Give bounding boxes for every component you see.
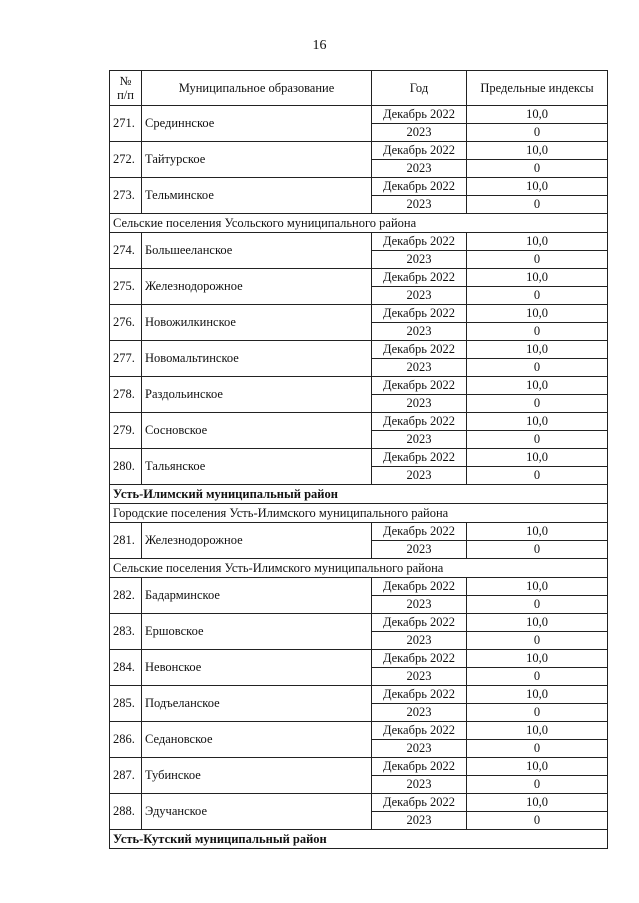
- period-2023: 2023: [372, 776, 467, 794]
- municipality-name: Бадарминское: [142, 578, 372, 614]
- row-number: 274.: [110, 233, 142, 269]
- period-december-2022: Декабрь 2022: [372, 305, 467, 323]
- row-number: 279.: [110, 413, 142, 449]
- period-2023: 2023: [372, 124, 467, 142]
- section-heading: Городские поселения Усть-Илимского муниципального района: [110, 504, 608, 523]
- row-number: 280.: [110, 449, 142, 485]
- municipality-name: Большееланское: [142, 233, 372, 269]
- table-row: [110, 578, 608, 596]
- index-value-december-2022: 10,0: [467, 341, 608, 359]
- index-value-december-2022: 10,0: [467, 758, 608, 776]
- municipality-name: Сосновское: [142, 413, 372, 449]
- period-2023: 2023: [372, 287, 467, 305]
- row-number: 272.: [110, 142, 142, 178]
- index-value-2023: 0: [467, 251, 608, 269]
- index-value-2023: 0: [467, 323, 608, 341]
- municipality-name: Новожилкинское: [142, 305, 372, 341]
- index-value-december-2022: 10,0: [467, 106, 608, 124]
- page-number: 16: [312, 38, 327, 53]
- table-row: [110, 413, 608, 431]
- municipality-name: Железнодорожное: [142, 523, 372, 559]
- municipality-name: Срединнское: [142, 106, 372, 142]
- period-2023: 2023: [372, 467, 467, 485]
- index-value-december-2022: 10,0: [467, 377, 608, 395]
- index-value-december-2022: 10,0: [467, 650, 608, 668]
- period-december-2022: Декабрь 2022: [372, 578, 467, 596]
- section-heading-row: [110, 214, 608, 233]
- index-value-december-2022: 10,0: [467, 686, 608, 704]
- row-number: 281.: [110, 523, 142, 559]
- section-heading: Усть-Кутский муниципальный район: [110, 830, 608, 849]
- row-number: 284.: [110, 650, 142, 686]
- municipality-name: Новомальтинское: [142, 341, 372, 377]
- index-value-2023: 0: [467, 596, 608, 614]
- period-december-2022: Декабрь 2022: [372, 142, 467, 160]
- section-heading-row: [110, 830, 608, 849]
- table-row: [110, 341, 608, 359]
- period-december-2022: Декабрь 2022: [372, 614, 467, 632]
- section-heading: Усть-Илимский муниципальный район: [110, 485, 608, 504]
- period-december-2022: Декабрь 2022: [372, 794, 467, 812]
- municipality-name: Ершовское: [142, 614, 372, 650]
- table-row: [110, 758, 608, 776]
- index-value-2023: 0: [467, 632, 608, 650]
- municipality-name: Раздольинское: [142, 377, 372, 413]
- index-value-december-2022: 10,0: [467, 614, 608, 632]
- index-value-december-2022: 10,0: [467, 449, 608, 467]
- row-number: 282.: [110, 578, 142, 614]
- index-value-2023: 0: [467, 124, 608, 142]
- municipality-name: Тальянское: [142, 449, 372, 485]
- municipality-name: Седановское: [142, 722, 372, 758]
- table-row: [110, 269, 608, 287]
- index-value-2023: 0: [467, 196, 608, 214]
- index-value-december-2022: 10,0: [467, 233, 608, 251]
- municipality-name: Невонское: [142, 650, 372, 686]
- table-row: [110, 377, 608, 395]
- period-2023: 2023: [372, 431, 467, 449]
- header-name: Муниципальное образование: [142, 71, 372, 106]
- index-value-december-2022: 10,0: [467, 142, 608, 160]
- index-value-december-2022: 10,0: [467, 413, 608, 431]
- table-header-row: [110, 71, 608, 106]
- period-2023: 2023: [372, 160, 467, 178]
- municipality-name: Эдучанское: [142, 794, 372, 830]
- index-value-2023: 0: [467, 541, 608, 559]
- row-number: 286.: [110, 722, 142, 758]
- table-row: [110, 523, 608, 541]
- row-number: 288.: [110, 794, 142, 830]
- period-2023: 2023: [372, 632, 467, 650]
- period-december-2022: Декабрь 2022: [372, 523, 467, 541]
- index-value-2023: 0: [467, 704, 608, 722]
- municipality-name: Тайтурское: [142, 142, 372, 178]
- row-number: 287.: [110, 758, 142, 794]
- table-row: [110, 233, 608, 251]
- row-number: 278.: [110, 377, 142, 413]
- period-december-2022: Декабрь 2022: [372, 449, 467, 467]
- period-2023: 2023: [372, 668, 467, 686]
- index-value-december-2022: 10,0: [467, 578, 608, 596]
- period-2023: 2023: [372, 359, 467, 377]
- period-2023: 2023: [372, 596, 467, 614]
- row-number: 273.: [110, 178, 142, 214]
- table-row: [110, 106, 608, 124]
- period-december-2022: Декабрь 2022: [372, 722, 467, 740]
- row-number: 276.: [110, 305, 142, 341]
- table-row: [110, 794, 608, 812]
- table-body: [110, 71, 608, 849]
- index-value-december-2022: 10,0: [467, 523, 608, 541]
- index-value-2023: 0: [467, 395, 608, 413]
- index-value-2023: 0: [467, 467, 608, 485]
- period-december-2022: Декабрь 2022: [372, 413, 467, 431]
- index-value-december-2022: 10,0: [467, 178, 608, 196]
- header-year: Год: [372, 71, 467, 106]
- section-heading-row: [110, 485, 608, 504]
- section-heading-row: [110, 504, 608, 523]
- section-heading: Сельские поселения Усть-Илимского муниципального района: [110, 559, 608, 578]
- section-heading-row: [110, 559, 608, 578]
- limit-indices-table: [109, 70, 608, 849]
- table-row: [110, 142, 608, 160]
- table-row: [110, 614, 608, 632]
- period-2023: 2023: [372, 323, 467, 341]
- municipality-name: Тельминское: [142, 178, 372, 214]
- row-number: 283.: [110, 614, 142, 650]
- table-row: [110, 650, 608, 668]
- row-number: 271.: [110, 106, 142, 142]
- index-value-2023: 0: [467, 287, 608, 305]
- index-value-december-2022: 10,0: [467, 722, 608, 740]
- table-row: [110, 686, 608, 704]
- index-value-2023: 0: [467, 668, 608, 686]
- section-heading: Сельские поселения Усольского муниципального района: [110, 214, 608, 233]
- period-december-2022: Декабрь 2022: [372, 106, 467, 124]
- period-2023: 2023: [372, 395, 467, 413]
- municipality-name: Тубинское: [142, 758, 372, 794]
- header-num: № п/п: [110, 71, 142, 106]
- table-row: [110, 449, 608, 467]
- period-december-2022: Декабрь 2022: [372, 269, 467, 287]
- period-december-2022: Декабрь 2022: [372, 341, 467, 359]
- period-2023: 2023: [372, 812, 467, 830]
- period-2023: 2023: [372, 196, 467, 214]
- period-december-2022: Декабрь 2022: [372, 650, 467, 668]
- row-number: 277.: [110, 341, 142, 377]
- table-row: [110, 722, 608, 740]
- period-december-2022: Декабрь 2022: [372, 377, 467, 395]
- municipality-name: Подъеланское: [142, 686, 372, 722]
- period-2023: 2023: [372, 251, 467, 269]
- index-value-december-2022: 10,0: [467, 305, 608, 323]
- table-row: [110, 178, 608, 196]
- index-value-2023: 0: [467, 160, 608, 178]
- index-value-2023: 0: [467, 359, 608, 377]
- period-2023: 2023: [372, 704, 467, 722]
- period-december-2022: Декабрь 2022: [372, 178, 467, 196]
- index-value-2023: 0: [467, 431, 608, 449]
- index-value-2023: 0: [467, 776, 608, 794]
- period-2023: 2023: [372, 541, 467, 559]
- index-value-2023: 0: [467, 812, 608, 830]
- municipality-name: Железнодорожное: [142, 269, 372, 305]
- period-december-2022: Декабрь 2022: [372, 758, 467, 776]
- table-row: [110, 305, 608, 323]
- period-december-2022: Декабрь 2022: [372, 686, 467, 704]
- index-value-december-2022: 10,0: [467, 269, 608, 287]
- index-value-december-2022: 10,0: [467, 794, 608, 812]
- row-number: 285.: [110, 686, 142, 722]
- period-december-2022: Декабрь 2022: [372, 233, 467, 251]
- row-number: 275.: [110, 269, 142, 305]
- index-value-2023: 0: [467, 740, 608, 758]
- header-index: Предельные индексы: [467, 71, 608, 106]
- period-2023: 2023: [372, 740, 467, 758]
